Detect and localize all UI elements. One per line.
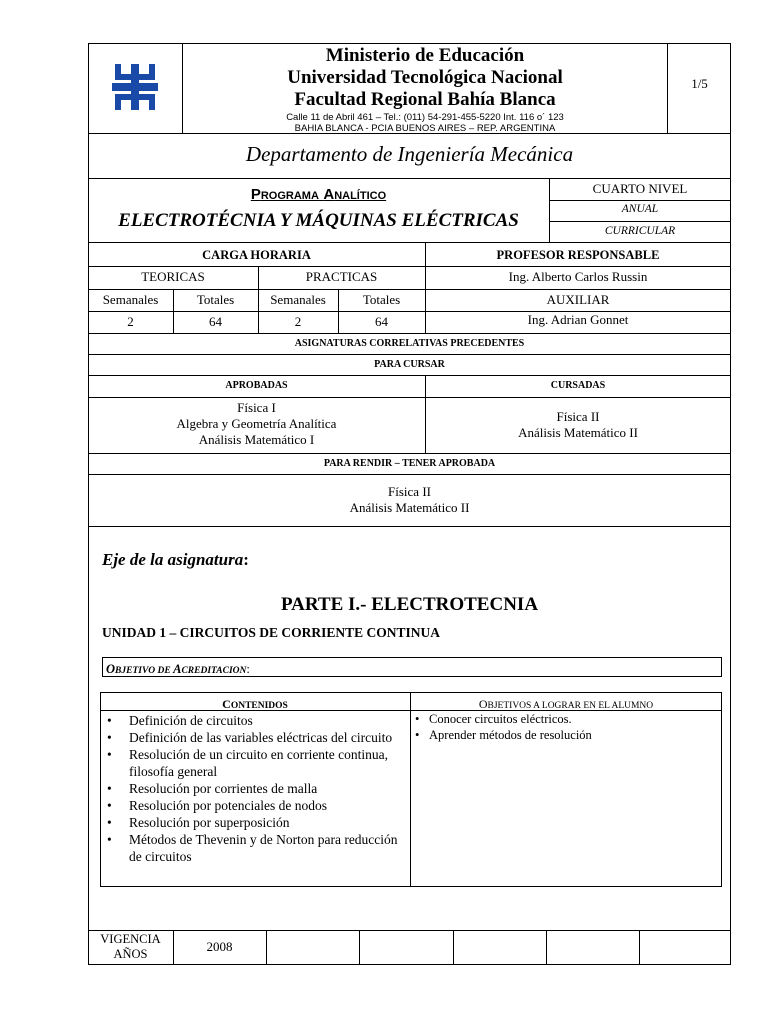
list-item: • Resolución por potenciales de nodos	[101, 797, 401, 814]
contents-list	[101, 712, 401, 865]
university-title: Universidad Tecnológica Nacional	[287, 67, 563, 88]
workload-bottom-rule	[88, 333, 731, 334]
workload-title: CARGA HORARIA	[202, 248, 311, 262]
rendir-item: Física II	[388, 484, 431, 499]
correlatives-bottom-rule	[88, 526, 731, 527]
cursadas-list	[425, 409, 731, 441]
para-cursar-title: PARA CURSAR	[374, 359, 445, 370]
aprobadas-item: Física I	[237, 400, 276, 415]
header-title-block	[183, 44, 667, 134]
faculty-title: Facultad Regional Bahía Blanca	[294, 89, 556, 110]
address-line-2: BAHIA BLANCA - PCIA BUENOS AIRES – REP. ARGENTINA	[294, 123, 556, 134]
list-item: • Conocer circuitos eléctricos.	[411, 711, 716, 727]
level-rule-2	[549, 221, 731, 222]
footer-divider-4	[453, 930, 454, 965]
unidad-heading: UNIDAD 1 – CIRCUITOS DE CORRIENTE CONTINUA	[102, 625, 441, 640]
practicas-semanales-value: 2	[294, 314, 302, 329]
list-item: • Resolución por superposición	[101, 814, 401, 831]
rendir-item: Análisis Matemático II	[349, 500, 470, 515]
footer-top-rule	[88, 930, 731, 931]
correlatives-rule-5	[88, 474, 731, 475]
workload-col-semanales-1: Semanales	[102, 292, 159, 307]
aprobadas-list	[88, 400, 425, 448]
department-bottom-rule	[88, 178, 731, 179]
professor-name: Ing. Alberto Carlos Russin	[508, 269, 648, 284]
list-item: • Resolución de un circuito en corriente continua, filosofía general	[101, 746, 401, 780]
address-line-1: Calle 11 de Abril 461 – Tel.: (011) 54-291-455-5220 Int. 116 o´ 123	[286, 112, 564, 123]
list-item: • Resolución por corrientes de malla	[101, 780, 401, 797]
cursadas-item: Física II	[556, 409, 600, 424]
parte-heading: PARTE I.- ELECTROTECNIA	[280, 594, 539, 615]
workload-col-semanales-2: Semanales	[270, 292, 326, 307]
eje-heading: Eje de la asignatura:	[102, 550, 249, 569]
practicas-label: PRACTICAS	[305, 269, 378, 284]
workload-rule-2	[88, 289, 731, 290]
staff-title: PROFESOR RESPONSABLE	[496, 248, 660, 262]
teoricas-totales-value: 64	[209, 314, 222, 329]
aprobadas-item: Algebra y Geometría Analítica	[176, 416, 337, 431]
vigencia-label: VIGENCIA AÑOS	[100, 932, 161, 961]
footer-divider-5	[546, 930, 547, 965]
rendir-list	[88, 484, 731, 516]
footer-divider-6	[639, 930, 640, 965]
teoricas-semanales-value: 2	[127, 314, 134, 329]
para-rendir-title: PARA RENDIR – TENER APROBADA	[323, 458, 496, 469]
program-label: PROGRAMA ANALÍTICO	[250, 186, 387, 203]
correlatives-title: ASIGNATURAS CORRELATIVAS PRECEDENTES	[294, 338, 525, 349]
correlatives-rule-1	[88, 354, 731, 355]
cursadas-title: CURSADAS	[550, 380, 606, 391]
aprobadas-title: APROBADAS	[225, 380, 288, 391]
list-item: • Definición de las variables eléctricas del circuito	[101, 729, 401, 746]
page-number: 1/5	[691, 76, 708, 91]
vigencia-year: 2008	[206, 939, 233, 954]
contenidos-header: CONTENIDOS	[222, 697, 288, 711]
footer-divider-3	[359, 930, 360, 965]
workload-rule-1	[88, 266, 731, 267]
teoricas-label: TEORICAS	[141, 269, 205, 284]
period-value: ANUAL	[621, 203, 659, 215]
workload-col-totales-1: Totales	[196, 292, 235, 307]
objetivo-acreditacion-label: OBJETIVO DE ACREDITACION:	[106, 662, 250, 676]
aprobadas-item: Análisis Matemático I	[198, 432, 315, 447]
correlatives-rule-2	[88, 375, 731, 376]
type-value: CURRICULAR	[604, 225, 676, 237]
level-value: CUARTO NIVEL	[592, 181, 688, 196]
department-title: Departamento de Ingeniería Mecánica	[245, 142, 574, 166]
program-bottom-rule	[88, 242, 731, 243]
level-rule-1	[549, 200, 731, 201]
practicas-totales-value: 64	[375, 314, 388, 329]
cursadas-item: Análisis Matemático II	[518, 425, 638, 440]
auxiliar-title: AUXILIAR	[546, 292, 610, 307]
list-item: • Métodos de Thevenin y de Norton para reducción de circuitos	[101, 831, 401, 865]
objetivos-header: OBJETIVOS A LOGRAR EN EL ALUMNO	[478, 697, 654, 711]
auxiliar-name: Ing. Adrian Gonnet	[527, 312, 629, 327]
list-item: • Aprender métodos de resolución	[411, 727, 716, 743]
utn-logo-icon	[112, 64, 158, 110]
workload-col-totales-2: Totales	[362, 292, 401, 307]
objectives-list	[411, 711, 716, 743]
list-item: • Definición de circuitos	[101, 712, 401, 729]
subject-title: ELECTROTÉCNIA Y MÁQUINAS ELÉCTRICAS	[118, 210, 519, 231]
footer-divider-2	[266, 930, 267, 965]
correlatives-rule-4	[88, 453, 731, 454]
correlatives-rule-3	[88, 397, 731, 398]
ministry-title: Ministerio de Educación	[325, 45, 525, 66]
